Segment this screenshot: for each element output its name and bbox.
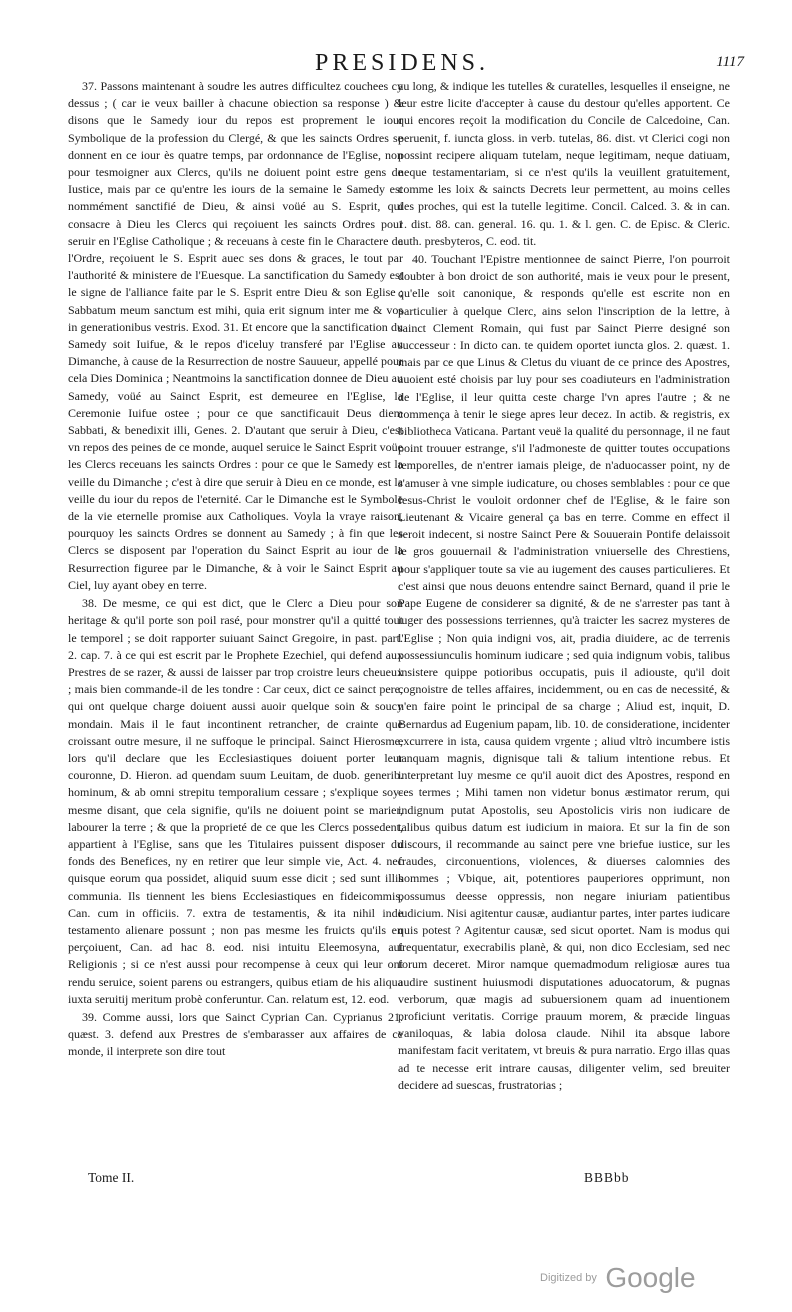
paragraph-39-continued: au long, & indique les tutelles & curatelles, lesquelles il enseigne, ne leur estre licite d'accepter à cause du destour qu'elles apportent. Ce qui encores reçoit la modification du Concile de Calcedoine, Can. peruenit, f. iuncta gloss. in verb. tutelas, 86. dist. vt Clerici cogi non possint recipere aliquam tutelam, neque legitimam, neque datiuam, neque testamentariam, si ce n'est qu'ils la veuillent gratuitement, comme les loix & saincts Decrets leur permettent, au moins celles des proches, qui est la tutelle legitime. Concil. Calced. 3. & in can. 1. dist. 88. can. general. 16. qu. 1. & l. gen. C. de Episc. & Cleric. auth. presbyteros, C. eod. tit. bbox=[398, 79, 730, 248]
signature-mark: BBBbb bbox=[584, 1170, 630, 1185]
volume-label: Tome II. bbox=[88, 1170, 135, 1185]
left-column bbox=[68, 78, 403, 1168]
paragraph-37: 37. Passons maintenant à soudre les autres difficultez couchees cy dessus ; ( car ie veux bailler à chacune obiection sa response ) & disons que le Samedy iour du repos est proprement le iour Symbolique de la profession du Clergé, & que les saincts Ordres se donnent en ce iour ès quatre temps, par ordonnance de l'Eglise, non pour tesmoigner aux Clercs, qu'ils ne doiuent point estre gens de Iustice, mais par ce qu'entre les iours de la semaine le Samedy est nommément sanctifié de Dieu, & ainsi voüé au S. Esprit, qui consacre à Dieu les Clercs qui reçoiuent les saincts Ordres pour seruir en l'Eglise Catholique ; & receuans à ceste fin le Charactere de l'Ordre, reçoiuent le S. Esprit auec ses dons & graces, le tout par l'authorité & ministere de l'Euesque. La sanctification du Samedy est le signe de l'alliance faite par le S. Esprit entre Dieu & son Eglise ; Sabbatum meum sanctum est mihi, quia erit signum inter me & vos in generationibus vestris. Exod. 31. Et encore que la sanctification du Samedy soit Iuifue, & le repos d'iceluy transferé par l'Eglise au Dimanche, à cause de la Resurrection de nostre Sauueur, appellé pour cela Dies Dominica ; Neantmoins la sanctification donnee de Dieu au Samedy, voüé au Sainct Esprit, est demeuree en l'Eglise, la Ceremonie Iuifue ostee ; pour ce que sanctificauit Deus diem Sabbati, & benedixit illi, Genes. 2. D'autant que seruir à Dieu, c'est vn repos des peines de ce monde, auquel seruice le Sainct Esprit voüe les Clercs receuans les saincts Ordres : pour ce que le Samedy est la veille du Dimanche ; c'est à dire que seruir à Dieu en ce monde, est la veille du iour du repos de l'eternité. Car le Dimanche est le Symbole de la vie eternelle promise aux Catholiques. Voyla la vraye raison, pourquoy les saincts Ordres se donnent au Samedy ; à fin que les Clercs se disposent par l'operation du Sainct Esprit au iour de la Resurrection figuree par le Dimanche, & à voir le Sainct Esprit au Ciel, luy ayant obey en terre. bbox=[68, 79, 403, 592]
digitization-watermark bbox=[540, 1262, 696, 1296]
right-column bbox=[398, 78, 730, 1168]
page-number: 1117 bbox=[716, 54, 744, 70]
watermark-prefix: Digitized by bbox=[540, 1272, 597, 1284]
google-logo-text: Google bbox=[605, 1262, 696, 1293]
paragraph-40: 40. Touchant l'Epistre mentionnee de sainct Pierre, l'on pourroit doubter à bon droict de son authorité, mais ie veux pour le present, qu'elle soit canonique, & responds qu'elle est escrite non en particulier à quelque Clerc, ains selon l'inscription de la lettre, à sainct Clement Romain, qui fust par Sainct Pierre designé son successeur : In dicto can. te quidem oportet iuncta glos. 2. quæst. 1. mais par ce que Linus & Cletus du viuant de ce prince des Apostres, auoient esté choisis par luy pour ses coadiuteurs en l'administration de l'Eglise, il leur quitta ceste charge l'vn apres l'autre ; & ne commença à tenir le siege apres leur decez. In actib. & registris, ex bibliotheca Vaticana. Partant veuë la qualité du personnage, il ne faut point trouuer estrange, s'il l'admoneste de quitter toutes occupations temporelles, de n'entrer iamais pleige, de n'aduocasser point, ny de s'amuser à vne simple iudicature, ou choses semblables : pour ce que Iesus-Christ le vouloit ordonner chef de l'Eglise, & le faire son Lieutenant & Vicaire general ça bas en terre. Comme en effect il seroit indecent, si nostre Sainct Pere & Souuerain Pontife delaissoit le gros gouuernail & l'administration vniuerselle des Chrestiens, pour s'appliquer toute sa vie au iugement des causes particulieres. Et c'est ainsi que nous deuons entendre sainct Bernard, quand il prie le Pape Eugene de considerer sa dignité, & de ne s'arrester pas tant à iuger des possessions terriennes, qu'à traicter les sacrez mysteres de l'Eglise ; Non quia indigni vos, ait, pradia diuidere, ac de terrenis possessiunculis hominum iudicare ; sed quia indignum vobis, talibus insistere quippe potioribus occupatis, puis il adiouste, qu'il doit cognoistre de telles affaires, incidemment, ou en cas de necessité, & n'en faire point le principal de sa charge ; Aliud est, inquit, D. Bernardus ad Eugenium papam, lib. 10. de consideratione, incidenter excurrere in ista, causa quidem vrgente ; aliud vltrò incumbere istis tanquam magnis, dignisque tali & talium intentione rebus. Et interpretant luy mesme ce qu'il auoit dict des Apostres, respond en ces termes ; Mihi tamen non videtur bonus æstimator rerum, qui indignum putat Apostolis, seu Apostolicis viris non iudicare de talibus quibus datum est iudicium in maiora. Et sur la fin de son discours, il recommande au sainct pere vne briefue iustice, sur les fraudes, circonuentions, violences, & diuerses calomnies des hommes ; Vbique, ait, potentiores pauperiores opprimunt, non possumus deesse oppressis, non negare iniuriam patientibus iudicium. Nisi agitentur causæ, audiantur partes, inter partes iudicare quis potest ? Agitentur causæ, sed sicut oportet. Nam is modus qui frequentatur, execrabilis planè, & qui, non dico Ecclesiam, sed nec forum deceret. Miror namque quemadmodum religiosæ aures tua audire sustinent huiusmodi disputationes aduocatorum, & pugnas verborum, quæ magis ad subuersionem quam ad inuentionem proficiunt veritatis. Corrige prauum morem, & præcide linguas vaniloquas, & labia dolosa claude. Nihil ita absque labore manifestam facit veritatem, vt breuis & pura narratio. Ergo illas quas ad te necesse erit intrare causas, diligenter velim, sed breuiter decidere ad suescas, frustratorias ; bbox=[398, 252, 730, 1092]
paragraph-39: 39. Comme aussi, lors que Sainct Cyprian Can. Cyprianus 21. quæst. 3. defend aux Prestres de s'embarasser aux affaires de ce monde, il interprete son dire tout bbox=[68, 1009, 403, 1059]
running-head bbox=[60, 50, 744, 76]
running-title: PRESIDENS. bbox=[314, 50, 490, 76]
paragraph-38: 38. De mesme, ce qui est dict, que le Clerc a Dieu pour son heritage & qu'il porte son poil rasé, pour monstrer qu'il a quitté tout le temporel ; se doit rapporter suiuant Sainct Gregoire, in past. part. 2. cap. 7. à ce qui est escrit par le Prophete Ezechiel, qui defend aux Prestres de se razer, & aussi de laisser par trop croistre leurs cheueux ; mais bien commande-il de les tondre : Car ceux, dict ce sainct pere, qui ont quelque charge doiuent aussi auoir quelque soin & soucy mondain. Mais il le faut incontinent retrancher, de crainte que croissant outre mesure, il ne suffoque le principal. Sainct Hierosme, lors qu'il declare que les Ecclesiastiques doiuent porter leur couronne, D. Hieron. ad quendam suum Leuitam, de duob. generib. hominum, & ab omni strepitu temporalium cessare ; s'explique soy-mesme disant, que cela signifie, qu'ils ne doiuent point se marier, labourer la terre ; & que la proprieté de ce que les Clercs possedent, appartient à l'Eglise, sans que les Titulaires puissent disposer du fonds des Benefices, ny en retirer que leur simple vie, Act. 4. nec quisque eorum qua possidet, aliquid suum esse dicit ; sed sunt illis communia. Ils tiennent les biens Ecclesiastiques en fideicommis, Can. cum in officiis. 7. extra de testamentis, & ita nihil inde testamento alienare possunt ; non pas mesme les fruicts qu'ils en perçoiuent, Can. ad hac 8. eod. nisi intuitu Eleemosyna, aut Religionis ; si ce n'est aussi pour recompense à ceux qui leur ont rendu seruice, soient parens ou estrangers, quibus etiam de his aliqua iuxta seruitij meritum probè conferuntur. Can. relatum est, 12. eod. bbox=[68, 596, 403, 1006]
